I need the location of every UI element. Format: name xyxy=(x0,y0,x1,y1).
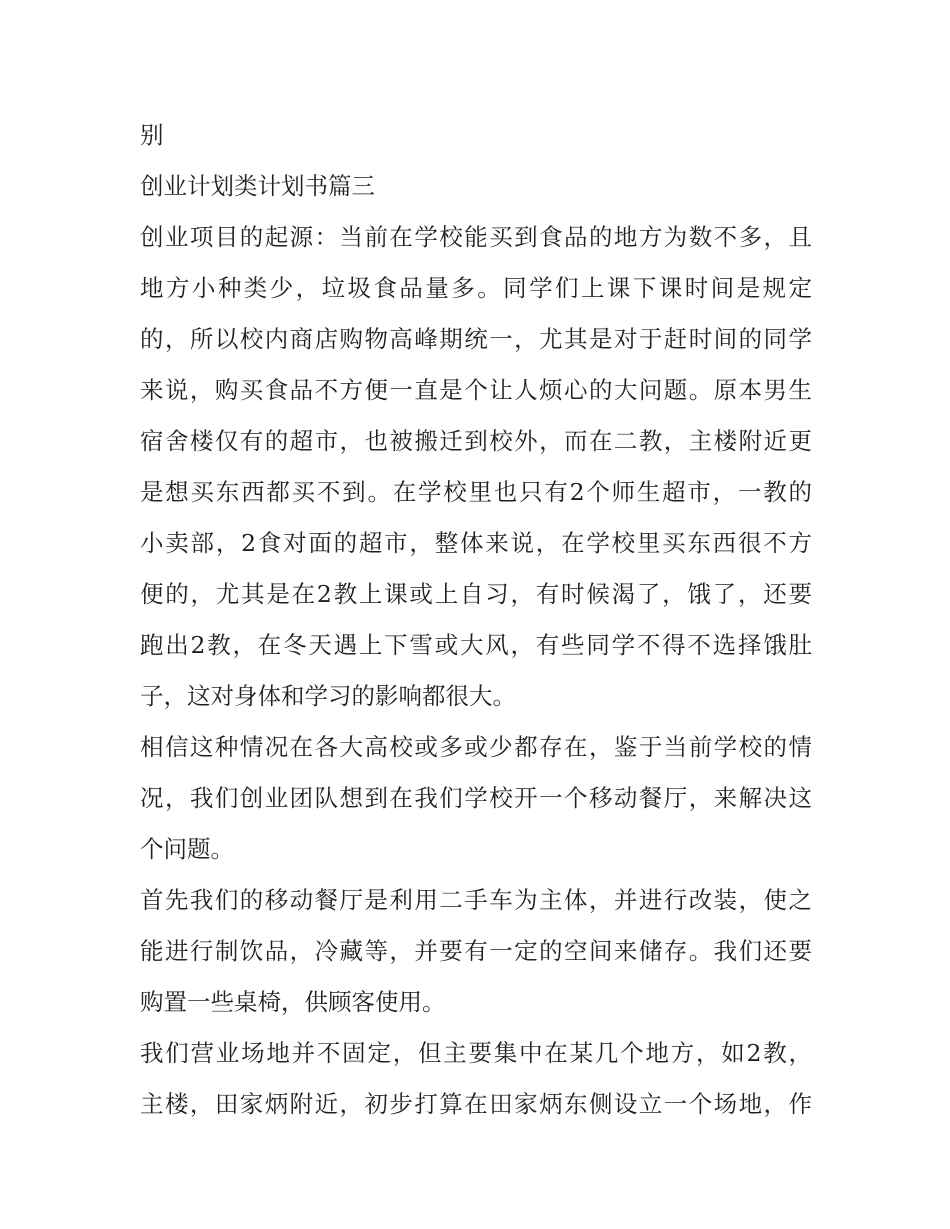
text-line: 宿舍楼仅有的超市，也被搬迁到校外，而在二教，主楼附近更 xyxy=(140,427,812,455)
text-line: 相信这种情况在各大高校或多或少都存在，鉴于当前学校的情 xyxy=(140,733,812,761)
text-line: 子，这对身体和学习的影响都很大。 xyxy=(140,682,516,710)
text-line: 个问题。 xyxy=(140,835,234,863)
text-line: 购置一些桌椅，供顾客使用。 xyxy=(140,988,446,1016)
text-line: 况，我们创业团队想到在我们学校开一个移动餐厅，来解决这 xyxy=(140,784,812,812)
text-line: 我们营业场地并不固定，但主要集中在某几个地方，如2教， xyxy=(140,1039,812,1067)
text-line: 主楼，田家炳附近，初步打算在田家炳东侧设立一个场地，作 xyxy=(140,1090,812,1118)
text-line: 便的，尤其是在2教上课或上自习，有时候渴了，饿了，还要 xyxy=(140,580,812,608)
text-line: 能进行制饮品，冷藏等，并要有一定的空间来储存。我们还要 xyxy=(140,937,812,965)
text-line: 来说，购买食品不方便一直是个让人烦心的大问题。原本男生 xyxy=(140,376,812,404)
text-line: 小卖部，2食对面的超市，整体来说，在学校里买东西很不方 xyxy=(140,529,812,557)
text-line: 地方小种类少，垃圾食品量多。同学们上课下课时间是规定 xyxy=(140,274,812,302)
text-line: 首先我们的移动餐厅是利用二手车为主体，并进行改装，使之 xyxy=(140,886,812,914)
text-line: 跑出2教，在冬天遇上下雪或大风，有些同学不得不选择饿肚 xyxy=(140,631,812,659)
text-line: 创业项目的起源：当前在学校能买到食品的地方为数不多，且 xyxy=(140,223,812,251)
text-line: 的，所以校内商店购物高峰期统一，尤其是对于赶时间的同学 xyxy=(140,325,812,353)
text-line: 别 xyxy=(140,121,164,149)
text-line: 是想买东西都买不到。在学校里也只有2个师生超市，一教的 xyxy=(140,478,812,506)
section-heading: 创业计划类计划书篇三 xyxy=(140,172,375,200)
document-body xyxy=(140,110,812,1130)
